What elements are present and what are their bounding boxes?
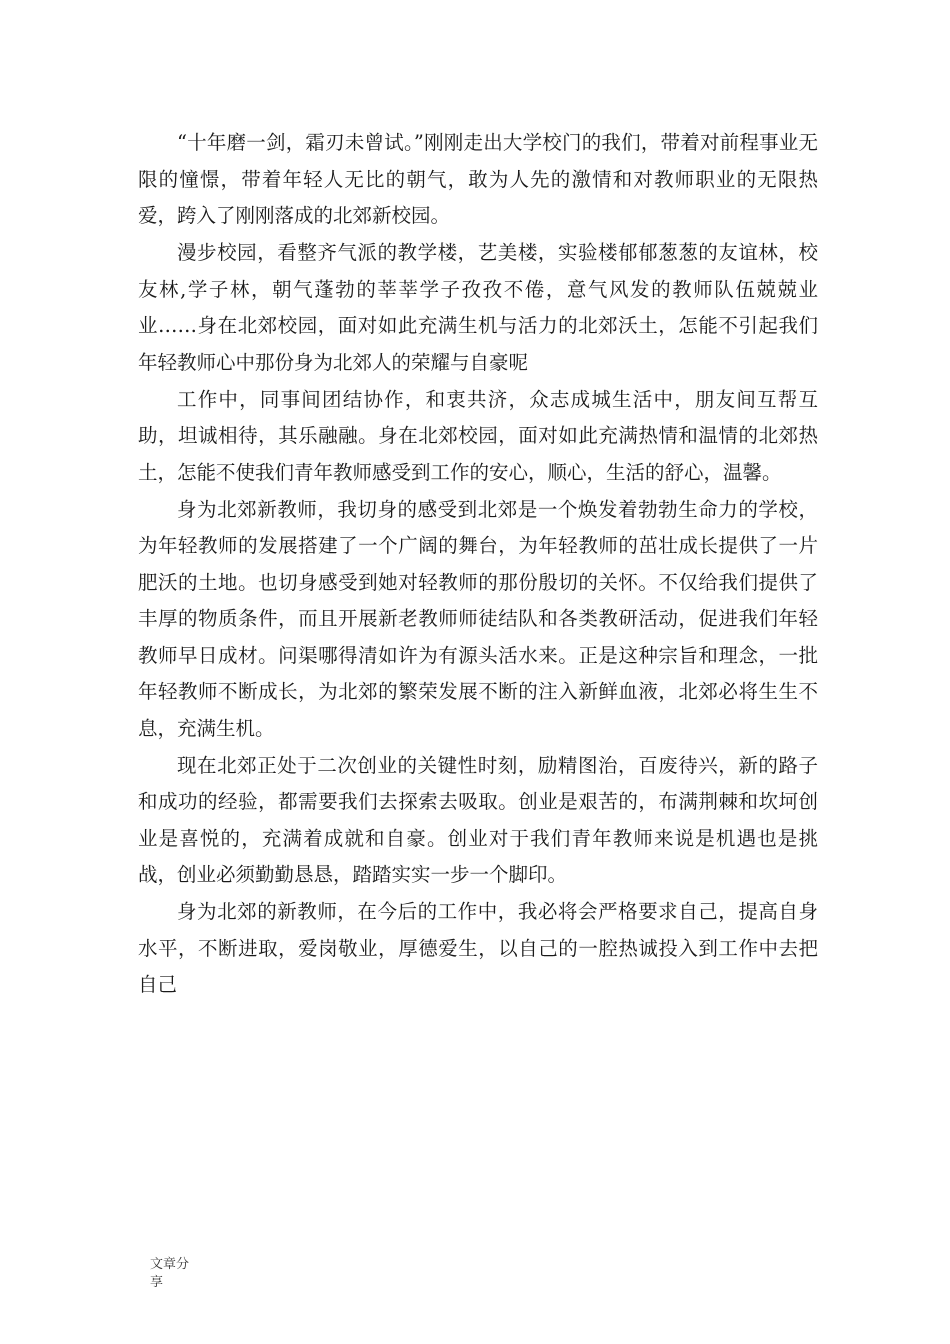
- paragraph-3: 工作中，同事间团结协作，和衷共济，众志成城生活中，朋友间互帮互助，坦诚相待，其乐融融。身在北郊校园，面对如此充满热情和温情的北郊热土，怎能不使我们青年教师感受到工作的安心，顺心，生活的舒心，温馨。: [138, 387, 818, 484]
- page-footer: [150, 1256, 210, 1292]
- paragraph-4: 身为北郊新教师，我切身的感受到北郊是一个焕发着勃勃生命力的学校，为年轻教师的发展搭建了一个广阔的舞台，为年轻教师的茁壮成长提供了一片肥沃的土地。也切身感受到她对轻教师的那份殷切的关怀。不仅给我们提供了丰厚的物质条件，而且开展新老教师师徒结队和各类教研活动，促进我们年轻教师早日成材。问渠哪得清如许为有源头活水来。正是这种宗旨和理念，一批年轻教师不断成长，为北郊的繁荣发展不断的注入新鲜血液，北郊必将生生不息，充满生机。: [138, 497, 818, 740]
- article-body: [138, 125, 818, 1004]
- paragraph-6: 身为北郊的新教师，在今后的工作中，我必将会严格要求自己，提高自身水平，不断进取，爱岗敬业，厚德爱生，以自己的一腔热诚投入到工作中去把自己: [138, 900, 818, 996]
- footer-label-line-1: 文章分: [150, 1257, 190, 1272]
- paragraph-1: “十年磨一剑，霜刃未曾试。”刚刚走出大学校门的我们，带着对前程事业无限的憧憬，带着年轻人无比的朝气，敢为人先的激情和对教师职业的无限热爱，跨入了刚刚落成的北郊新校园。: [138, 131, 818, 227]
- paragraph-5: 现在北郊正处于二次创业的关键性时刻，励精图治，百废待兴，新的路子和成功的经验，都需要我们去探索去吸取。创业是艰苦的，布满荆棘和坎坷创业是喜悦的，充满着成就和自豪。创业对于我们青年教师来说是机遇也是挑战，创业必须勤勤恳恳，踏踏实实一步一个脚印。: [138, 753, 818, 886]
- paragraph-2: 漫步校园，看整齐气派的教学楼，艺美楼，实验楼郁郁葱葱的友谊林，校友林,学子林，朝气蓬勃的莘莘学子孜孜不倦，意气风发的教师队伍兢兢业业……身在北郊校园，面对如此充满生机与活力的北郊沃土，怎能不引起我们年轻教师心中那份身为北郊人的荣耀与自豪呢: [138, 241, 818, 374]
- footer-label-line-2: 享: [150, 1275, 164, 1290]
